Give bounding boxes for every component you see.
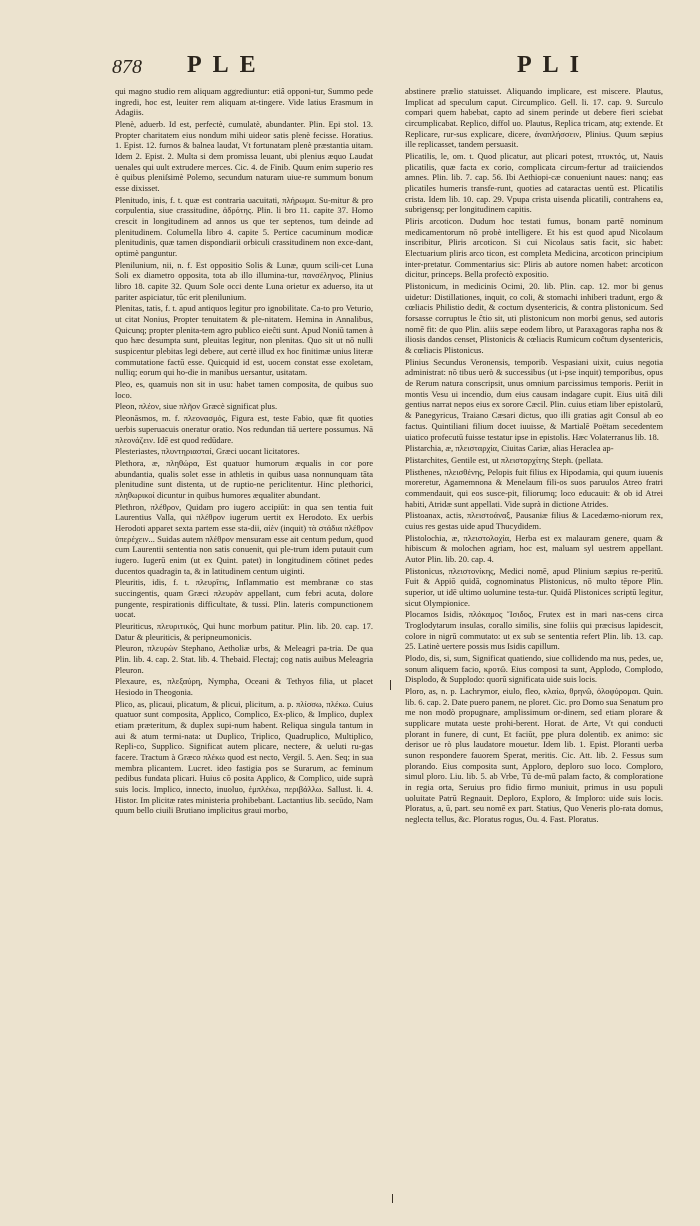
dictionary-entry: Pleuron, πλευρὼν Stephano, Aetholiæ urbs, & Meleagri pa-tria. De qua Plin. lib. 4. cap. 2. Stat. lib. 4. Thebaid. Flectaj; cog natis auibus Meleagria Pleuron.: [115, 643, 373, 675]
running-head-left: PLE: [187, 52, 267, 78]
dictionary-entry: Plenitas, tatis, f. t. apud antiquos legitur pro ignobilitate. Ca-to pro Veturio, ut citat Nonius, Propter tenuitatem & ple-nitatem. Hemina in Annalibus, Quicunq; propter plenita-tem agro publico eieĉti sunt. Apud Noniū tamen à quo hæc desumpta sunt, pleuitas legitur, non plenitas. Quo sit ut nō nulli suspicentur plebitas legi debere, aut certè illud ex hoc finitimæ unius literæ commutatione factū esse. Quicquid id est, uocem constat esse exoletam, nulliq; eorum qui ho-die in manibus uersantur, usitatam.: [115, 303, 373, 378]
dictionary-entry: Pleuriticus, πλευριτικός, Qui hunc morbum patitur. Plin. lib. 20. cap. 17. Datur & pleuriticis, & peripneumonicis.: [115, 620, 373, 642]
dictionary-entry: Plistolochia, æ, πλειστολοχία, Herba est ex malauram genere, quam & hibiscum & molochen agriam, hoc est, maluam syl uestrem appellant. Autor Plin. lib. 20. cap. 4.: [405, 532, 663, 564]
dictionary-entry: Plico, as, plicaui, plicatum, & plicui, plicitum, a. p. πλίσσω, πλέκω. Cuius quatuor sunt composita, Applico, Complico, Ex-plico, & Implico, duplex etiam præteritum, & duplex supi-num habent. Reliqua singula tantum in aui & atum termi-nata: ut Duplico, Triplico, Quadruplico, Multiplico, Repli-co, Supplico. Significat autem plicare, nectere, & ueluti ru-gas facere. Tractum à Græco πλέκω quod est necto, Vergil. 5. Aen. Seq; in sua membra plicantem. Lucret. ideo fastigia pos se Surarum, ac feminum pedibus fundata plicari. Huius cō posita Applico, & Complico, uide suprà suis locis. Implico, innecto, inuoluo, ἐμπλέκω, περιβάλλω. Sallust. li. 4. Histor. Im plicitæ rates ministeria prohibebant. Lactantius lib. secūdo, Nam quum bello ciuili Brutiano implicitus graui morbo,: [115, 698, 373, 816]
dictionary-entry: Plistoanax, actis, πλειστοάναξ, Pausaniæ filius & Lacedæmo-niorum rex, cuius res gestas uide apud Thucydidem.: [405, 510, 663, 531]
dictionary-entry: Pleo, es, quamuis non sit in usu: habet tamen composita, de quibus suo loco.: [115, 379, 373, 400]
dictionary-entry: Plistarchites, Gentile est, ut πλεισταρχίτης Steph. (pellata.: [405, 454, 604, 465]
dictionary-entry: Plicatilis, le, om. t. Quod plicatur, aut plicari potest, πτυκτός, ut, Nauis plicatilis, quæ facta ex corio, complicata circum-fertur ad traiiciendos amnes. Plin. lib. 7. cap. 56. Ibi Aethiopi-cæ conueniunt naues: nanq; eas plicatiles humeris transfe-runt, quoties ad cataractas uentū est. Plicatilis crista. Idem lib. 10. cap. 29. Vpupa crista uisenda plicatili, contrahens ea, subrigensq; per longitudinem capitis.: [405, 151, 663, 215]
bottom-rule: [392, 1194, 393, 1203]
dictionary-entry: Ploro, as, n. p. Lachrymor, eiulo, fleo, κλαίω, θρηνῶ, ὀλοφύρομαι. Quin. lib. 6. cap. 2. Date puero panem, ne ploret. Cic. pro Domo sua Senatum pro me non modò propugnare, amplissimum or-dinem, sed etiam plorare & supplicare mutata ueste prohi-berent. Horat. de Arte, Vt qui conducti plorant in funere, di cunt, Et faciūt, ppe plura dolentib. ex animo: sic derisor ue rò plus laudatore mouetur. Idem lib. 1. Epist. Ploranti uerba sunon respondere fauorem Sperat, meritis. Cic. Att. lib. 2. Fessus sum plorando. Eius composita sunt, Apploro, deploro suo loco. Comploro, simul ploro. Liu. lib. 5. ab Vrbe, Tū de-mū palam facto, & comploratione in regia orta, Seruius pro fidio firmo muniuit, primus in usu populi uoluitate Patrū Regnauit. Deploro, Exploro, & Imploro: uide suis locis. Ploratus, a, ū, part. seu nomē ex part. Statius, Quo Veneris plo-rata domus, neglecta tellus, &c. Ploratus rogus, Ou. 4. Fast. Ploratus.: [405, 685, 663, 825]
dictionary-entry: qui magno studio rem aliquam aggrediuntur: etiâ opponi-tur, Summo pede ingredi, hoc est, leuiter rem aliquam at-tingere. Vide latius Erasmum in Adagiis.: [115, 86, 373, 118]
right-column: [405, 86, 663, 1182]
dictionary-entry: Plethron, πλέθρον, Quidam pro iugero accipiūt: in qua sen tentia fuit Laurentius Valla, qui πλέθρον iugerum uertit ex Herodoto. Ex uerbis Herodoti apparet sexta partem esse sta-dii, αἰὲν (inquit) τὰ στάδια πλέθρον ὑπερέχειν... Suidas autem πλέθρον mensuram esse ait centum pedum, quod cum Laurentii sententia non satis conuenit, qui ple-trum idem putauit cum iugero. Iugerū enim (ut ex Quint. patet) in longitudinem cōtinet pedes ducentos quadragin ta, & in latitudinem centum uiginti.: [115, 501, 373, 576]
dictionary-entry: Plistarchia, æ, πλεισταρχία, Ciuitas Cariæ, alias Heraclea ap-: [405, 443, 614, 454]
dictionary-entry: Pleuritis, idis, f. t. πλευρῖτις, Inflammatio est membranæ co stas succingentis, quam Græci πλευρὰν appellant, cum febri acuta, dolore pungente, respirationis difficultate, & tussi. Plin. lateris compunctionem uocat.: [115, 577, 373, 620]
dictionary-entry: Plexaure, es, πλεξαύρη, Nympha, Oceani & Tethyos filia, ut placet Hesiodo in Theogonia.: [115, 676, 373, 697]
dictionary-entry: Plinius Secundus Veronensis, temporib. Vespasiani uixit, cuius negotia administrat: nō tibus uerò & successibus (ut i-pse inquit) temporibus, opus de Rerum natura conscripsit, unus omnium parcissimus temporis. Periit in montis Vesu ui incendio, dum eius causam indagare cupit. Eius uitā dili gentius narrat nepos eius ex sorore Cæcil. Plin. cuius etiam liber epistolarū, & Panegyricus, Traiano Cæsari dictus, quo illi gratias agit Consul ab eo factus. Quintiliani filium docet iuuisse, & Martialē Poëtam secedentem uiatico profecutū fuisse testatur ipse in epistolis. Hæc Volaterranus lib. 18.: [405, 356, 663, 442]
dictionary-entry: Plistonicum, in medicinis Ocimi, 20. lib. Plin. cap. 12. mor bi genus uidetur: Distillationes, inquit, co coli, & stomachi inhiberi tradunt, ergo & cœliacis Philistio dedit, & coctum dysentericis, & contra plistonicum. Sed forsasse corruptus le ĉtio sit, uti plistonicum non morbi genus, sed autoris nomē fit: de quo Plin. aliis sæpe eodem libro, ut Paraxagoras rapha nos & iliosis dandos censet, Plistonicis & cœliacis Rumicum coĉtum dysentericis, & cœliacis Plistonicus.: [405, 281, 663, 356]
dictionary-entry: Pleon, πλέον, siue πλῆον Græcè significat plus.: [115, 401, 278, 412]
page-number: 878: [112, 56, 142, 78]
dictionary-entry: Plenitudo, inis, f. t. quæ est contraria uacuitati, πλήρωμα. Su-mitur & pro corpulentia, siue crassitudine, ἁδρότης. Plin. li bro 11. capite 37. Homo crescit in longitudinem ad annos us que ter septenos, tum deinde ad plenitudinem. Columella libro 4. capite 5. Pertice cacuminum modicæ plenitudinis, quæ tamen dispondiarii orbiculi crassitudinem non exce-dant, optimè panguntur.: [115, 194, 373, 259]
running-head-right: PLI: [517, 52, 591, 78]
dictionary-entry: Pliris arcoticon. Dudum hoc testati fumus, bonam partē nominum medicamentorum nō probè intelligere. Et his est quod apud Nicolaum inscribitur, Pliris arcoticon. Si cui Nicolaus satis facit, sic habet: Electuarium pliris arco ticon, est completa Medicina, arcoticon principium inter-pretatur. Commentarius sic: Pliris ab autore nomen habet: arcoticon dicitur, princeps. Bella profectò expositio.: [405, 216, 663, 280]
dictionary-entry: Plethora, æ, πληθώρα, Est quatuor humorum æqualis in cor pore abundantia, qualis solet esse in athletis in quibus uasa nonnunquam tāta plenitudine sunt distenta, ut de ruptio-ne periclitentur. Hinc plethorici, πληθωρικοί dicuntur in quibus humores æqualiter abundant.: [115, 457, 373, 500]
dictionary-entry: Plocamos Isidis, πλόκαμος Ἴσιδος, Frutex est in mari nas-cens circa Troglodytarum insulas, corallo similis, sine foliis qui præcisus lapidescit, colore in nigrū commutato: ut ex sub se sententia refert Plin. lib. 13. cap. 25. Latinè uertere possis mus Isidis capillum.: [405, 609, 663, 652]
column-divider: [390, 680, 391, 690]
dictionary-entry: abstinere prælio statuisset. Aliquando implicare, est miscere. Plautus, Implicat ad speculum caput. Circumplico. Gell. li. 17. cap. 9. Surculo compari quem habebat, capto ad sinem perinde ut debere fieri sciebat circumplicabat. Replico, diffol uo. Plautus, Replica tricam, atq; extende. Et Replicare, rur-sus explicare, dicere, ἀναπλήσσειν, Plinius. Quum sæpius ille replicasset, tandem persuasit.: [405, 86, 663, 150]
left-column: [115, 86, 373, 1182]
dictionary-entry: Plenè, aduerb. Id est, perfectè, cumulatè, abundanter. Plin. Epi stol. 13. Propter charitatem eius nondum mihi uideor satis plenè fecisse. Horatius. 1. Epist. 12. furnos & balnea laudat, Vt fortunatam plenè præstantia uitam. Idem 2. Epist. 2. Multa si dem promissa leuant, ubi plenius æquo Laudat uenales qui uult extrudere merces. Cic. 4. de Finib. Quum enim superio res è quibus pleniſsimè Polemo, secundum naturam uiue-re summum bonum esse dixisset.: [115, 119, 373, 194]
dictionary-entry: Plisthenes, πλεισθένης, Pelopis fuit filius ex Hipodamia, qui quum iuuenis moreretur, Agamemnona & Menelaum fili-os suos paruulos Atreo fratri commendauit, qui eos susce-pit, filiorumq; loco educauit: & ob id Atrei habiti, Atridæ sunt appellati. Vide suprà in dictione Atrides.: [405, 466, 663, 509]
dictionary-entry: Pleonāsmos, m. f. πλεονασμός, Figura est, teste Fabio, quæ fit quoties uerbis superuacuis oneratur oratio. Nos redundan tiā uertere possumus. Nā πλεονάζειν. Idē est quod redūdare.: [115, 413, 373, 445]
dictionary-entry: Plenilunium, nii, n. f. Est oppositio Solis & Lunæ, quum scili-cet Luna Soli ex diametro opposita, tota ab illo illumina-tur, πανσέληνος, Plinius libro 18. capite 32. Quum Sole occi dente Luna orietur ex aduerso, ita ut pariter aspiciatur, tūc erit plenilunium.: [115, 259, 373, 302]
dictionary-entry: Plistonicus, πλειστονίκης, Medici nomē, apud Plinium sæpius re-peritū. Fuit & Appiō quidā, cognominatus Plistonicus, nō multo tēpore Plin. superior, ut idē ultimo uolumine testa-tur. Quidā Plistonices scriptū legitur, sicut Olympionice.: [405, 565, 663, 608]
dictionary-entry: Plodo, dis, si, sum, Significat quatiendo, siue collidendo ma nus, pedes, ue, sonum aliquem facio, κροτῶ. Eius composi ta sunt, Applodo, Complodo, Displodo, & Supplodo: quorū significata uide suis locis.: [405, 652, 663, 685]
dictionary-entry: Plesteriastes, πλυντηριασταί, Græci uocant licitatores.: [115, 446, 300, 457]
running-header: [112, 50, 682, 84]
